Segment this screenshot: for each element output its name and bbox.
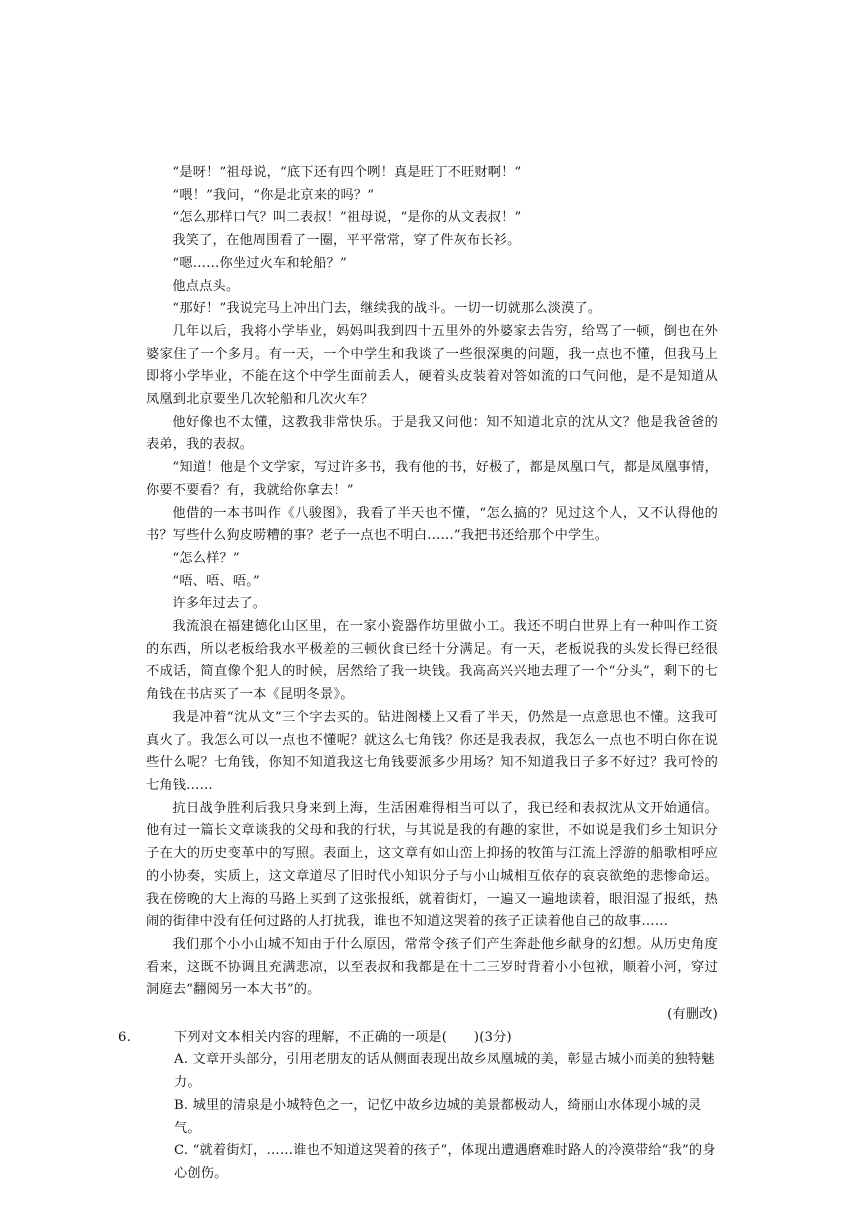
document-content — [118, 162, 718, 1186]
question-stem: 下列对文本相关内容的理解，不正确的一项是( )(3分) — [174, 1029, 512, 1045]
source-note: (有删改) — [667, 1007, 718, 1023]
paragraph: 我们那个小小山城不知由于什么原因，常常令孩子们产生奔赴他乡献身的幻想。从历史角度看来，这既不协调且充满悲凉，以至表叔和我都是在十二三岁时背着小小包袱，顺着小河，穿过洞庭去“翻阅另一本大书”的。 — [146, 936, 718, 998]
paragraph: “喂！”我问，“你是北京来的吗？” — [172, 187, 375, 203]
option-a: A. 文章开头部分，引用老朋友的话从侧面表现出故乡凤凰城的美，彰显古城小而美的独特魅力。 — [174, 1052, 715, 1091]
paragraph: 我是冲着“沈从文”三个字去买的。钻进阁楼上又看了半天，仍然是一点意思也不懂。这我可真火了。我怎么可以一点也不懂呢？就这么七角钱？你还是我表叔，我怎么一点也不明白你在说些什么呢？七角钱，你知不知道我这七角钱要派多少用场？知不知道我日子多不好过？我可怜的七角钱…… — [146, 709, 718, 793]
paragraph: 许多年过去了。 — [172, 596, 267, 612]
paragraph: 几年以后，我将小学毕业，妈妈叫我到四十五里外的外婆家去告穷，给骂了一顿，倒也在外婆家住了一个多月。有一天，一个中学生和我谈了一些很深奥的问题，我一点也不懂，但我马上即将小学毕业，不能在这个中学生面前丢人，硬着头皮装着对答如流的口气问他，是不是知道从凤凰到北京要坐几次轮船和几次火车？ — [146, 323, 718, 408]
paragraph: 他好像也不太懂，这教我非常快乐。于是我又问他：知不知道北京的沈从文？他是我爸爸的表弟，我的表叔。 — [146, 414, 718, 453]
question-number: 6. — [118, 1029, 131, 1045]
paragraph: 我笑了，在他周围看了一圈，平平常常，穿了件灰布长衫。 — [172, 233, 521, 249]
paragraph: 他点点头。 — [172, 278, 240, 294]
paragraph: “是呀！”祖母说，“底下还有四个咧！真是旺丁不旺财啊！” — [172, 165, 522, 180]
paragraph: 抗日战争胜利后我只身来到上海，生活困难得相当可以了，我已经和表叔沈从文开始通信。他有过一篇长文章谈我的父母和我的行状，与其说是我的有趣的家世，不如说是我们乡土知识分子在大的历史变革中的写照。表面上，这文章有如山峦上抑扬的牧笛与江流上浮游的船歌相呼应的小协奏，实质上，这文章道尽了旧时代小知识分子与小山城相互依存的哀哀欲绝的悲惨命运。我在傍晚的大上海的马路上买到了这张报纸，就着街灯，一遍又一遍地读着，眼泪湿了报纸，热闹的街律中没有任何过路的人打扰我，谁也不知道这哭着的孩子正读着他自己的故事…… — [146, 800, 718, 930]
option-b: B. 城里的清泉是小城特色之一，记忆中故乡边城的美景都极动人，绮丽山水体现小城的灵气。 — [174, 1097, 702, 1136]
paragraph: “怎么那样口气？叫二表叔！”祖母说，“是你的从文表叔！” — [172, 210, 522, 226]
paragraph: “知道！他是个文学家，写过许多书，我有他的书，好极了，都是凤凰口气，都是凤凰事情，你要不要看？有，我就给你拿去！” — [146, 460, 718, 498]
paragraph: 我流浪在福建德化山区里，在一家小瓷器作坊里做小工。我还不明白世界上有一种叫作工资的东西，所以老板给我水平极差的三顿伙食已经十分满足。有一天，老板说我的头发长得已经很不成话，简直像个犯人的时候，居然给了我一块钱。我高高兴兴地去理了一个“分头”，剩下的七角钱在书店买了一本《昆明冬景》。 — [146, 619, 718, 703]
paragraph: “嗯……你坐过火车和轮船？” — [172, 255, 347, 271]
option-c: C. “就着街灯，……谁也不知道这哭着的孩子”，体现出遭遇磨难时路人的冷漠带给“我”的身心创伤。 — [174, 1143, 716, 1181]
paragraph: “怎么样？” — [172, 550, 240, 566]
question-6 — [118, 1027, 718, 1186]
paragraph: “那好！”我说完马上冲出门去，继续我的战斗。一切一切就那么淡漠了。 — [172, 301, 602, 317]
paragraph: 他借的一本书叫作《八骏图》，我看了半天也不懂，“怎么搞的？见过这个人，又不认得他的书？写些什么狗皮唠糟的事？老子一点也不明白……”我把书还给那个中学生。 — [146, 505, 718, 544]
paragraph: “唔、唔、唔。” — [172, 573, 260, 589]
